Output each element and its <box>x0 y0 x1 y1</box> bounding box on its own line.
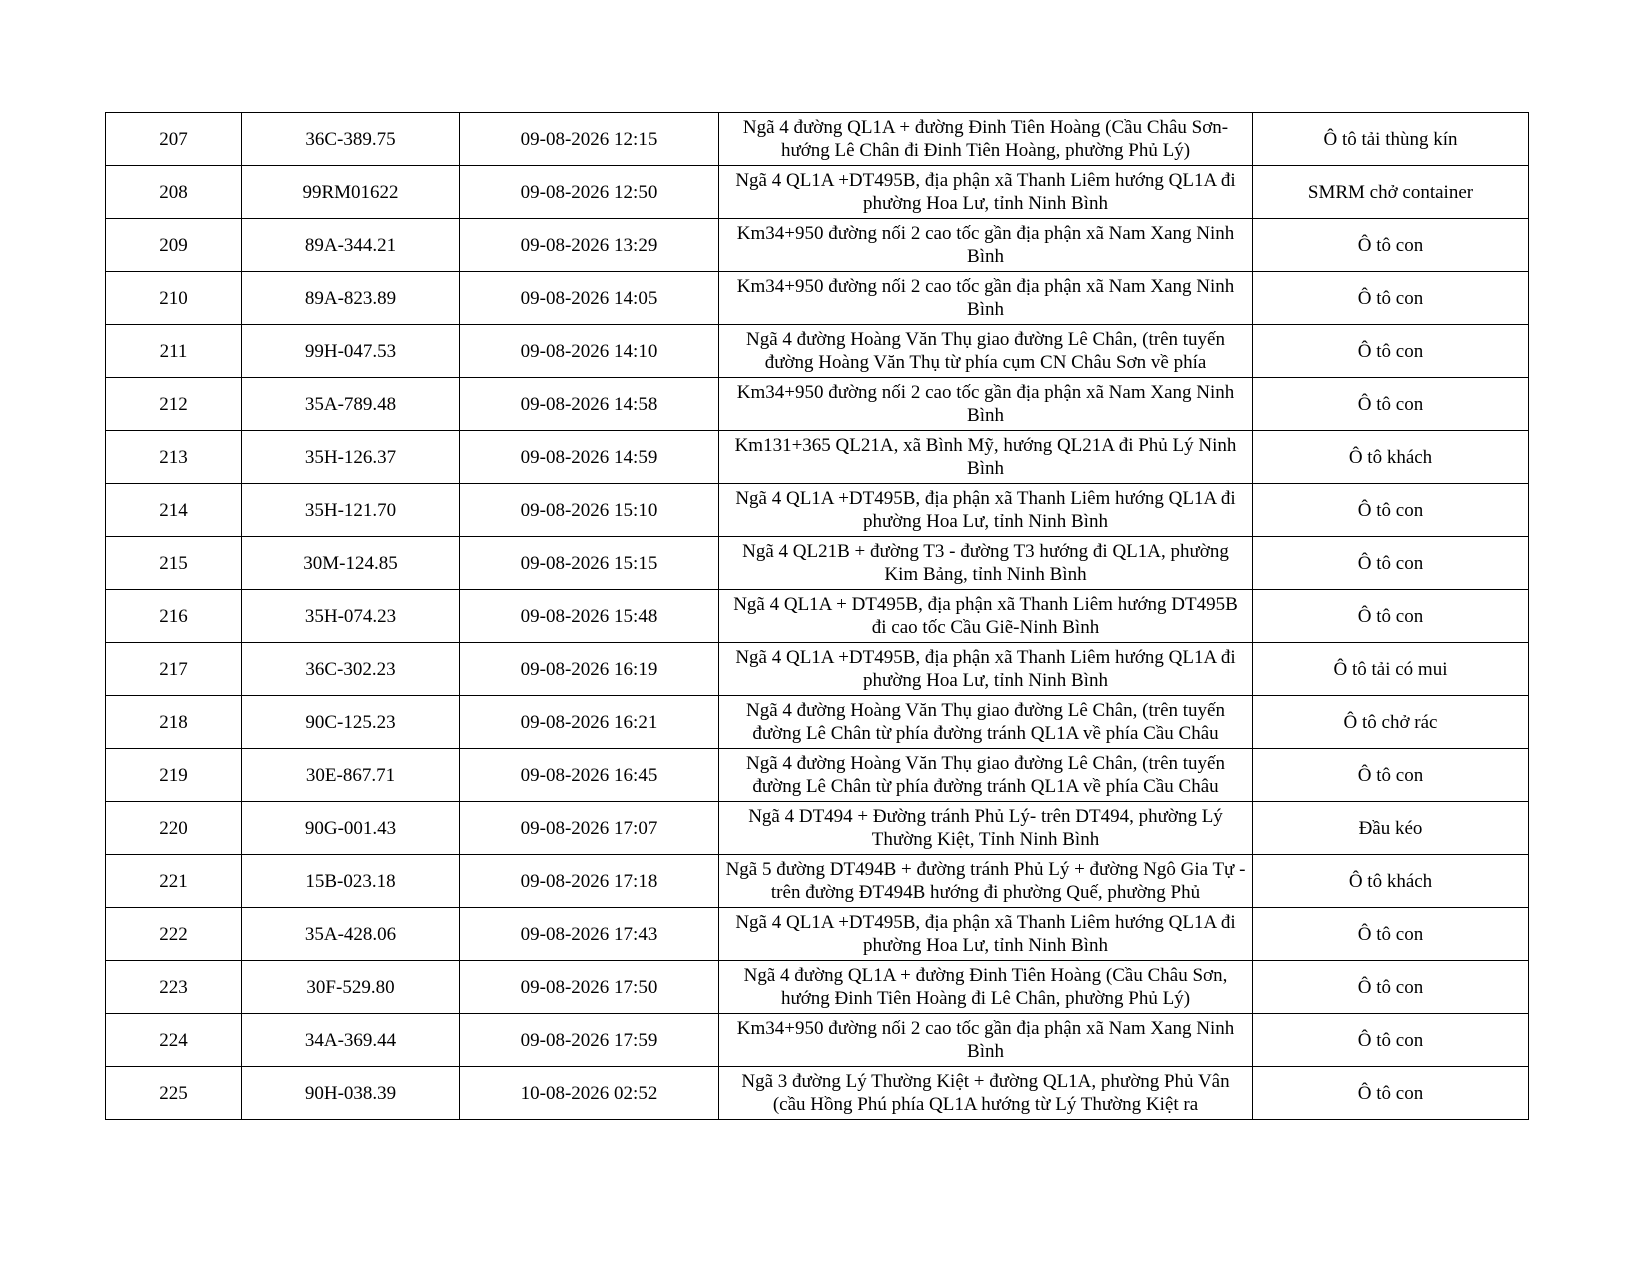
vehicle-type-cell: Ô tô chở rác <box>1253 696 1529 749</box>
location-cell <box>719 590 1253 643</box>
license-plate-cell: 34A-369.44 <box>242 1014 460 1067</box>
location-text: Ngã 4 đường Hoàng Văn Thụ giao đường Lê Chân, (trên tuyến đường Lê Chân từ phía đường tránh QL1A về phía Cầu Châu <box>745 753 1225 797</box>
location-cell <box>719 1067 1253 1120</box>
license-plate-cell: 35H-121.70 <box>242 484 460 537</box>
license-plate-cell: 30F-529.80 <box>242 961 460 1014</box>
row-number-cell: 225 <box>106 1067 242 1120</box>
location-cell <box>719 643 1253 696</box>
table-row <box>106 643 1529 696</box>
violation-time-cell: 09-08-2026 17:59 <box>460 1014 719 1067</box>
location-text: Ngã 4 đường QL1A + đường Đinh Tiên Hoàng (Cầu Châu Sơn, hướng Đinh Tiên Hoàng đi Lê Chân, phường Phủ Lý) <box>743 965 1228 1009</box>
location-cell <box>719 272 1253 325</box>
row-number-cell: 218 <box>106 696 242 749</box>
violation-time-cell: 09-08-2026 14:58 <box>460 378 719 431</box>
vehicle-type-cell: Ô tô con <box>1253 378 1529 431</box>
location-cell <box>719 855 1253 908</box>
row-number-cell: 214 <box>106 484 242 537</box>
vehicle-type-cell: SMRM chở container <box>1253 166 1529 219</box>
location-text: Km34+950 đường nối 2 cao tốc gần địa phận xã Nam Xang Ninh Bình <box>736 382 1235 426</box>
location-cell <box>719 484 1253 537</box>
row-number-cell: 213 <box>106 431 242 484</box>
row-number-cell: 215 <box>106 537 242 590</box>
violation-time-cell: 09-08-2026 15:15 <box>460 537 719 590</box>
table-row <box>106 431 1529 484</box>
location-text: Ngã 4 đường Hoàng Văn Thụ giao đường Lê Chân, (trên tuyến đường Lê Chân từ phía đường tránh QL1A về phía Cầu Châu <box>745 700 1225 744</box>
location-text: Ngã 4 QL21B + đường T3 - đường T3 hướng đi QL1A, phường Kim Bảng, tỉnh Ninh Bình <box>742 541 1229 585</box>
violation-time-cell: 09-08-2026 13:29 <box>460 219 719 272</box>
vehicle-type-cell: Ô tô con <box>1253 1067 1529 1120</box>
table-row <box>106 908 1529 961</box>
license-plate-cell: 36C-389.75 <box>242 113 460 166</box>
violation-time-cell: 09-08-2026 15:48 <box>460 590 719 643</box>
license-plate-cell: 15B-023.18 <box>242 855 460 908</box>
location-text: Km34+950 đường nối 2 cao tốc gần địa phận xã Nam Xang Ninh Bình <box>736 276 1235 320</box>
table-row <box>106 166 1529 219</box>
row-number-cell: 219 <box>106 749 242 802</box>
vehicle-type-cell: Ô tô con <box>1253 1014 1529 1067</box>
location-text: Ngã 4 QL1A +DT495B, địa phận xã Thanh Liêm hướng QL1A đi phường Hoa Lư, tỉnh Ninh Bình <box>735 488 1236 532</box>
location-text: Ngã 4 QL1A + DT495B, địa phận xã Thanh Liêm hướng DT495B đi cao tốc Cầu Giẽ-Ninh Bình <box>733 594 1238 638</box>
location-cell <box>719 908 1253 961</box>
vehicle-type-cell: Ô tô tải thùng kín <box>1253 113 1529 166</box>
row-number-cell: 207 <box>106 113 242 166</box>
row-number-cell: 216 <box>106 590 242 643</box>
violation-time-cell: 09-08-2026 17:50 <box>460 961 719 1014</box>
vehicle-type-cell: Ô tô con <box>1253 590 1529 643</box>
license-plate-cell: 30E-867.71 <box>242 749 460 802</box>
table-row <box>106 1067 1529 1120</box>
row-number-cell: 208 <box>106 166 242 219</box>
table-row <box>106 219 1529 272</box>
violation-time-cell: 09-08-2026 14:59 <box>460 431 719 484</box>
license-plate-cell: 35H-074.23 <box>242 590 460 643</box>
license-plate-cell: 90C-125.23 <box>242 696 460 749</box>
row-number-cell: 220 <box>106 802 242 855</box>
violation-time-cell: 09-08-2026 16:21 <box>460 696 719 749</box>
location-cell <box>719 961 1253 1014</box>
table-row <box>106 484 1529 537</box>
location-cell <box>719 431 1253 484</box>
vehicle-type-cell: Ô tô con <box>1253 961 1529 1014</box>
row-number-cell: 209 <box>106 219 242 272</box>
violation-time-cell: 09-08-2026 17:43 <box>460 908 719 961</box>
license-plate-cell: 30M-124.85 <box>242 537 460 590</box>
license-plate-cell: 35H-126.37 <box>242 431 460 484</box>
license-plate-cell: 35A-428.06 <box>242 908 460 961</box>
violation-time-cell: 10-08-2026 02:52 <box>460 1067 719 1120</box>
row-number-cell: 221 <box>106 855 242 908</box>
table-row <box>106 696 1529 749</box>
vehicle-type-cell: Ô tô con <box>1253 749 1529 802</box>
location-text: Ngã 4 QL1A +DT495B, địa phận xã Thanh Liêm hướng QL1A đi phường Hoa Lư, tỉnh Ninh Bình <box>735 647 1236 691</box>
violation-time-cell: 09-08-2026 14:05 <box>460 272 719 325</box>
license-plate-cell: 35A-789.48 <box>242 378 460 431</box>
location-cell <box>719 166 1253 219</box>
vehicle-type-cell: Ô tô con <box>1253 484 1529 537</box>
vehicle-type-cell: Ô tô tải có mui <box>1253 643 1529 696</box>
row-number-cell: 217 <box>106 643 242 696</box>
vehicle-type-cell: Ô tô khách <box>1253 855 1529 908</box>
license-plate-cell: 90H-038.39 <box>242 1067 460 1120</box>
location-text: Ngã 4 đường QL1A + đường Đinh Tiên Hoàng (Cầu Châu Sơn- hướng Lê Chân đi Đinh Tiên Hoàng, phường Phủ Lý) <box>742 117 1229 161</box>
violation-time-cell: 09-08-2026 16:19 <box>460 643 719 696</box>
location-text: Km34+950 đường nối 2 cao tốc gần địa phận xã Nam Xang Ninh Bình <box>736 223 1235 267</box>
violation-time-cell: 09-08-2026 12:15 <box>460 113 719 166</box>
table-row <box>106 802 1529 855</box>
license-plate-cell: 99RM01622 <box>242 166 460 219</box>
row-number-cell: 222 <box>106 908 242 961</box>
table-row <box>106 1014 1529 1067</box>
table-row <box>106 537 1529 590</box>
location-cell <box>719 802 1253 855</box>
table-row <box>106 113 1529 166</box>
vehicle-type-cell: Ô tô con <box>1253 537 1529 590</box>
table-row <box>106 272 1529 325</box>
row-number-cell: 212 <box>106 378 242 431</box>
location-cell <box>719 325 1253 378</box>
license-plate-cell: 99H-047.53 <box>242 325 460 378</box>
vehicle-type-cell: Đầu kéo <box>1253 802 1529 855</box>
license-plate-cell: 36C-302.23 <box>242 643 460 696</box>
violation-time-cell: 09-08-2026 16:45 <box>460 749 719 802</box>
license-plate-cell: 89A-823.89 <box>242 272 460 325</box>
vehicle-type-cell: Ô tô con <box>1253 908 1529 961</box>
row-number-cell: 210 <box>106 272 242 325</box>
location-cell <box>719 219 1253 272</box>
table-row <box>106 590 1529 643</box>
location-text: Ngã 4 QL1A +DT495B, địa phận xã Thanh Liêm hướng QL1A đi phường Hoa Lư, tỉnh Ninh Bình <box>735 912 1236 956</box>
location-cell <box>719 537 1253 590</box>
location-text: Ngã 4 DT494 + Đường tránh Phủ Lý- trên DT494, phường Lý Thường Kiệt, Tỉnh Ninh Bình <box>748 806 1223 850</box>
violation-time-cell: 09-08-2026 14:10 <box>460 325 719 378</box>
license-plate-cell: 90G-001.43 <box>242 802 460 855</box>
vehicle-type-cell: Ô tô khách <box>1253 431 1529 484</box>
location-cell <box>719 696 1253 749</box>
table-row <box>106 855 1529 908</box>
table-row <box>106 961 1529 1014</box>
table-row <box>106 325 1529 378</box>
location-cell <box>719 113 1253 166</box>
location-text: Ngã 4 đường Hoàng Văn Thụ giao đường Lê Chân, (trên tuyến đường Hoàng Văn Thụ từ phía cụm CN Châu Sơn về phía <box>745 329 1225 373</box>
vehicle-type-cell: Ô tô con <box>1253 272 1529 325</box>
violations-table-body <box>106 113 1529 1120</box>
license-plate-cell: 89A-344.21 <box>242 219 460 272</box>
table-row <box>106 749 1529 802</box>
location-cell <box>719 378 1253 431</box>
location-text: Ngã 5 đường DT494B + đường tránh Phủ Lý + đường Ngô Gia Tự - trên đường ĐT494B hướng đi phường Quế, phường Phủ <box>725 859 1246 903</box>
row-number-cell: 211 <box>106 325 242 378</box>
row-number-cell: 224 <box>106 1014 242 1067</box>
violations-table <box>105 112 1529 1120</box>
location-text: Ngã 4 QL1A +DT495B, địa phận xã Thanh Liêm hướng QL1A đi phường Hoa Lư, tỉnh Ninh Bình <box>735 170 1236 214</box>
location-text: Ngã 3 đường Lý Thường Kiệt + đường QL1A, phường Phủ Vân (cầu Hồng Phú phía QL1A hướng từ Lý Thường Kiệt ra <box>741 1071 1230 1115</box>
location-cell <box>719 1014 1253 1067</box>
location-cell <box>719 749 1253 802</box>
violation-time-cell: 09-08-2026 17:07 <box>460 802 719 855</box>
row-number-cell: 223 <box>106 961 242 1014</box>
location-text: Km131+365 QL21A, xã Bình Mỹ, hướng QL21A đi Phủ Lý Ninh Bình <box>734 435 1237 479</box>
violation-time-cell: 09-08-2026 12:50 <box>460 166 719 219</box>
location-text: Km34+950 đường nối 2 cao tốc gần địa phận xã Nam Xang Ninh Bình <box>736 1018 1235 1062</box>
violation-time-cell: 09-08-2026 15:10 <box>460 484 719 537</box>
vehicle-type-cell: Ô tô con <box>1253 325 1529 378</box>
violation-time-cell: 09-08-2026 17:18 <box>460 855 719 908</box>
vehicle-type-cell: Ô tô con <box>1253 219 1529 272</box>
table-row <box>106 378 1529 431</box>
